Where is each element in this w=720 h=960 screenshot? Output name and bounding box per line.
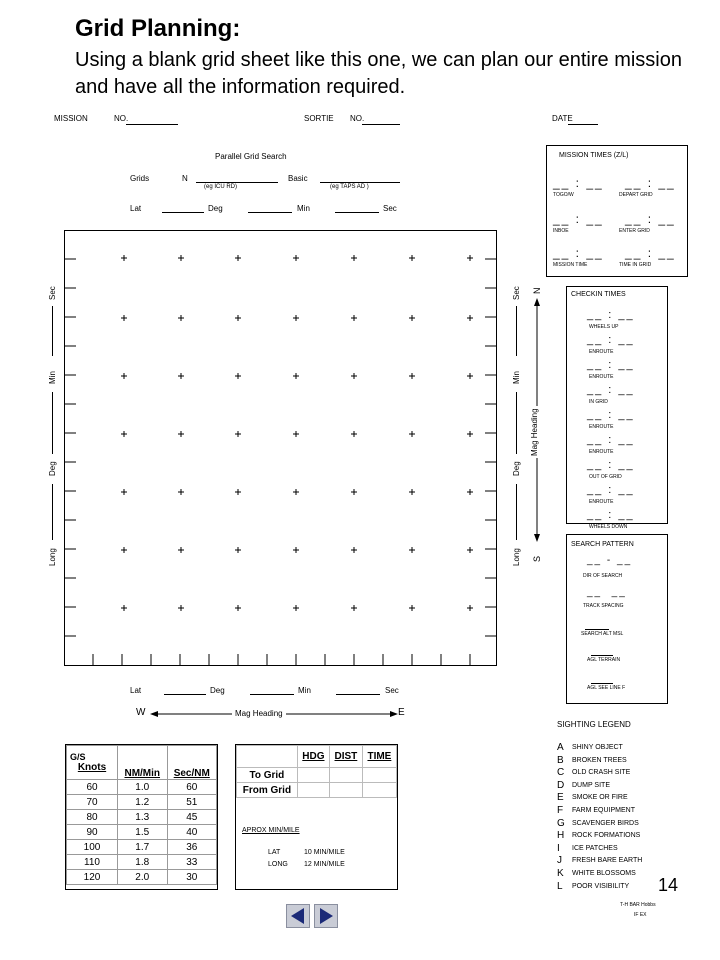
right-deg-line: [516, 484, 517, 540]
gs-header-sec-nm: Sec/NM: [167, 746, 217, 780]
east-label: E: [398, 707, 405, 718]
gs-table-cell: 51: [167, 795, 217, 810]
grids-label: Grids: [130, 174, 150, 183]
to-grid-label: To Grid: [237, 768, 298, 783]
mission-no-line: [126, 124, 178, 125]
mission-times-label: MISSION TIME: [553, 262, 588, 268]
sortie-label: SORTIE: [304, 114, 334, 123]
mission-no-label: NO.: [114, 114, 129, 123]
sortie-no-label: NO.: [350, 114, 365, 123]
pattern-line: [585, 629, 609, 630]
gs-table-cell: 90: [67, 825, 118, 840]
pattern-slot: __ __: [587, 587, 627, 598]
legend-letter: E: [557, 792, 564, 804]
gs-table-row: [67, 825, 217, 840]
gs-table-cell: 80: [67, 810, 118, 825]
gs-table-row: [67, 870, 217, 885]
hdg-header: HDG: [297, 746, 329, 768]
gs-table-cell: 1.2: [118, 795, 168, 810]
legend-letter: C: [557, 767, 565, 779]
pattern-label: SEARCH ALT MSL: [581, 631, 624, 637]
pattern-label: AGL SEE LINE F: [587, 685, 626, 691]
right-min-line: [516, 392, 517, 454]
checkin-time-slot: __ : __: [587, 384, 635, 396]
mission-time-slot: __ : __ __ : __: [553, 212, 676, 226]
checkin-times-title: CHECKIN TIMES: [571, 291, 626, 298]
from-grid-label: From Grid: [237, 783, 298, 798]
gs-table-cell: 45: [167, 810, 217, 825]
top-lat-label: Lat: [130, 204, 142, 213]
mission-times-label: DEPART GRID: [619, 192, 653, 198]
right-sec-label: Sec: [512, 286, 521, 300]
west-label: W: [136, 707, 146, 718]
to-grid-dist[interactable]: [329, 768, 362, 783]
checkin-time-slot: __ : __: [587, 359, 635, 371]
right-sec-line: [516, 306, 517, 356]
checkin-time-label: OUT OF GRID: [589, 474, 622, 480]
checkin-time-slot: __ : __: [587, 334, 635, 346]
bottom-deg-label: Deg: [210, 686, 225, 695]
gs-table-cell: 1.8: [118, 855, 168, 870]
pattern-label: DIR OF SEARCH: [583, 573, 623, 579]
left-long-label: Long: [48, 548, 57, 566]
grids-n-line: [196, 182, 278, 183]
gs-header-nm-min: NM/Min: [118, 746, 168, 780]
long-min-label: LONG: [268, 861, 288, 868]
lat-min-value: 10 MIN/MILE: [304, 849, 345, 856]
time-header: TIME: [362, 746, 396, 768]
pattern-line: [591, 683, 613, 684]
right-long-label: Long: [512, 548, 521, 566]
mission-times-label: TIME IN GRID: [619, 262, 652, 268]
pattern-line: [591, 655, 613, 656]
right-min-label: Min: [512, 371, 521, 384]
legend-text: SHINY OBJECT: [572, 744, 623, 751]
legend-letter: I: [557, 842, 560, 854]
legend-text: SMOKE OR FIRE: [572, 794, 628, 802]
legend-text: FRESH BARE EARTH: [572, 857, 643, 865]
gs-header-knots: G/S Knots: [67, 746, 118, 780]
vertical-mag-heading-label: Mag Heading: [530, 408, 539, 456]
triangle-right-icon: [315, 905, 337, 927]
gs-table-cell: 1.3: [118, 810, 168, 825]
next-slide-button[interactable]: [314, 904, 338, 928]
date-line: [568, 124, 598, 125]
left-sec-label: Sec: [48, 286, 57, 300]
left-min-line: [52, 392, 53, 454]
top-sec-label: Sec: [383, 204, 397, 213]
legend-text: WHITE BLOSSOMS: [572, 870, 636, 877]
left-min-label: Min: [48, 371, 57, 384]
gs-table-cell: 30: [167, 870, 217, 885]
bottom-lat-label: Lat: [130, 686, 142, 695]
mission-times-box: [546, 145, 688, 277]
basic-label: Basic: [288, 174, 308, 183]
legend-letter: G: [557, 817, 565, 829]
mission-time-slot: __ : __ __ : __: [553, 176, 676, 190]
bottom-deg-line: [250, 694, 294, 695]
grids-n-label: N: [182, 174, 188, 183]
south-label: S: [532, 555, 542, 562]
checkin-time-label: WHEELS DOWN: [589, 524, 628, 530]
pattern-label: TRACK SPACING: [583, 603, 624, 609]
page-number: 14: [658, 875, 679, 895]
from-grid-time[interactable]: [362, 783, 396, 798]
mission-times-title: MISSION TIMES (Z/L): [559, 152, 629, 159]
search-pattern-title: SEARCH PATTERN: [571, 541, 634, 548]
checkin-time-label: ENROUTE: [589, 349, 614, 355]
legend-text: ICE PATCHES: [572, 844, 618, 852]
gs-table-cell: 33: [167, 855, 217, 870]
date-label: DATE: [552, 114, 573, 123]
checkin-time-label: ENROUTE: [589, 499, 614, 505]
from-grid-hdg[interactable]: [297, 783, 329, 798]
left-deg-line: [52, 484, 53, 540]
checkin-time-label: IN GRID: [589, 399, 608, 405]
heading-table-box: [235, 744, 398, 890]
search-title: Parallel Grid Search: [215, 152, 287, 161]
legend-text: ROCK FORMATIONS: [572, 832, 641, 840]
top-deg-line: [248, 212, 292, 213]
gs-table-row: [67, 840, 217, 855]
gs-table-row: [67, 855, 217, 870]
legend-letter: B: [557, 754, 564, 766]
checkin-times-box: [566, 286, 668, 530]
mission-time-slot: __ : __ __ : __: [553, 246, 676, 260]
checkin-time-slot: __ : __: [587, 484, 635, 496]
to-grid-hdg[interactable]: [297, 768, 329, 783]
mission-label: MISSION: [54, 114, 88, 123]
gs-table-cell: 60: [67, 780, 118, 795]
pattern-label: AGL TERRAIN: [587, 657, 621, 663]
groundspeed-table-box: [65, 744, 218, 890]
lat-min-label: LAT: [268, 849, 281, 856]
heading-table: [236, 745, 397, 798]
checkin-time-label: WHEELS UP: [589, 324, 619, 330]
search-pattern-box: [566, 534, 668, 704]
top-deg-label: Deg: [208, 204, 223, 213]
checkin-time-label: ENROUTE: [589, 374, 614, 380]
mission-times-label: TOGO/W: [553, 192, 574, 198]
horizontal-mag-heading-label: Mag Heading: [232, 709, 286, 718]
legend-text: FARM EQUIPMENT: [572, 807, 636, 814]
hdg-empty-cell: [237, 746, 298, 768]
legend-text: POOR VISIBILITY: [572, 882, 630, 890]
bottom-min-line: [336, 694, 380, 695]
gs-table-row: [67, 795, 217, 810]
slide-subtitle: Using a blank grid sheet like this one, we can plan our entire mission and have all the information required.: [75, 49, 682, 98]
grids-n-example: (eg ICU RD): [204, 184, 238, 190]
gs-table-cell: 1.5: [118, 825, 168, 840]
basic-example: (eg TAPS AD ): [330, 184, 369, 190]
gs-table-row: [67, 780, 217, 795]
bottom-sec-label: Sec: [385, 686, 399, 695]
left-sec-line: [52, 306, 53, 356]
checkin-time-slot: __ : __: [587, 459, 635, 471]
sortie-no-line: [362, 124, 400, 125]
slide-title: Grid Planning:: [75, 15, 241, 42]
legend-letter: H: [557, 830, 565, 842]
north-label: N: [532, 287, 542, 294]
top-min-label: Min: [297, 204, 310, 213]
legend-footer-1: T-H BAR Hobbs: [620, 902, 656, 908]
gs-table-cell: 110: [67, 855, 118, 870]
checkin-time-slot: __ : __: [587, 409, 635, 421]
mission-times-label: INBOE: [553, 228, 569, 234]
gs-table-cell: 120: [67, 870, 118, 885]
gs-table-cell: 60: [167, 780, 217, 795]
approx-min-mile-label: APROX MIN/MILE: [242, 827, 300, 834]
groundspeed-table: [66, 745, 217, 885]
pattern-slot: __ - __: [587, 555, 633, 566]
gs-table-row: [67, 810, 217, 825]
right-deg-label: Deg: [512, 461, 521, 476]
gs-table-cell: 100: [67, 840, 118, 855]
dist-header: DIST: [329, 746, 362, 768]
sighting-legend-title: SIGHTING LEGEND: [557, 720, 631, 729]
gs-table-cell: 2.0: [118, 870, 168, 885]
gs-table-cell: 70: [67, 795, 118, 810]
previous-slide-button[interactable]: [286, 904, 310, 928]
basic-line: [320, 182, 400, 183]
top-min-line: [335, 212, 379, 213]
legend-letter: F: [557, 805, 564, 816]
checkin-time-slot: __ : __: [587, 309, 635, 321]
bottom-min-label: Min: [298, 686, 311, 695]
checkin-time-label: ENROUTE: [589, 424, 614, 430]
legend-letter: D: [557, 779, 565, 791]
to-grid-time[interactable]: [362, 768, 396, 783]
checkin-time-slot: __ : __: [587, 509, 635, 521]
gs-table-cell: 1.7: [118, 840, 168, 855]
gs-table-cell: 36: [167, 840, 217, 855]
bottom-lat-line: [164, 694, 206, 695]
left-deg-label: Deg: [48, 461, 57, 476]
legend-text: OLD CRASH SITE: [572, 769, 631, 777]
checkin-time-label: ENROUTE: [589, 449, 614, 455]
mission-times-label: ENTER GRID: [619, 228, 650, 234]
legend-text: DUMP SITE: [572, 781, 610, 789]
legend-text: SCAVENGER BIRDS: [572, 819, 639, 827]
legend-letter: J: [557, 855, 562, 867]
checkin-time-slot: __ : __: [587, 434, 635, 446]
legend-letter: K: [557, 868, 564, 879]
gs-table-cell: 1.0: [118, 780, 168, 795]
gs-table-cell: 40: [167, 825, 217, 840]
legend-text: BROKEN TREES: [572, 756, 627, 764]
from-grid-dist[interactable]: [329, 783, 362, 798]
legend-letter: A: [557, 742, 564, 753]
top-lat-line: [162, 212, 204, 213]
grid-crosshairs: [64, 230, 497, 666]
long-min-value: 12 MIN/MILE: [304, 861, 345, 868]
legend-letter: L: [557, 880, 563, 892]
legend-footer-2: IF EX: [634, 912, 647, 918]
triangle-left-icon: [287, 905, 309, 927]
